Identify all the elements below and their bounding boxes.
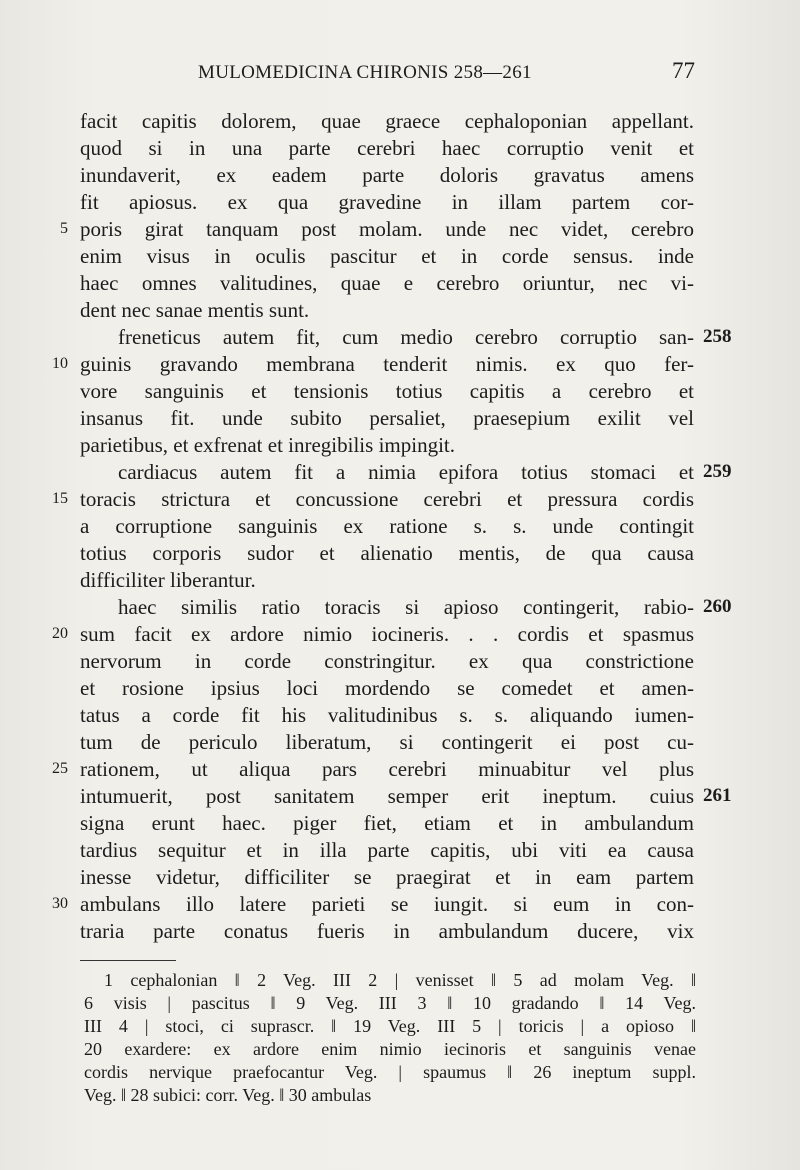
text-line: cardiacus autem fit a nimia epifora totius stomaci et bbox=[118, 460, 694, 484]
text-line: a corruptione sanguinis ex ratione s. s. unde contingit bbox=[80, 514, 694, 538]
text-line: freneticus autem fit, cum medio cerebro corruptio san- bbox=[118, 325, 694, 349]
footnote-divider bbox=[80, 960, 176, 961]
footnote-line: 20 exardere: ex ardore enim nimio iecinoris et sanguinis venae bbox=[84, 1039, 696, 1059]
text-line: insanus fit. unde subito persaliet, praesepium exilit vel bbox=[80, 406, 694, 430]
text-line: inundaverit, ex eadem parte doloris gravatus amens bbox=[80, 163, 694, 187]
text-line: quod si in una parte cerebri haec corruptio venit et bbox=[80, 136, 694, 160]
text-line: rationem, ut aliqua pars cerebri minuabitur vel plus bbox=[80, 757, 694, 781]
footnote-line: 6 visis | pascitus ‖ 9 Veg. III 3 ‖ 10 gradando ‖ 14 Veg. bbox=[84, 993, 696, 1013]
footnote-line: 1 cephalonian ‖ 2 Veg. III 2 | venisset ‖ 5 ad molam Veg. ‖ bbox=[104, 970, 696, 990]
text-line: haec omnes valitudines, quae e cerebro oriuntur, nec vi- bbox=[80, 271, 694, 295]
line-number: 25 bbox=[52, 760, 68, 777]
text-line: enim visus in oculis pascitur et in corde sensus. inde bbox=[80, 244, 694, 268]
text-line: totius corporis sudor et alienatio mentis, de qua causa bbox=[80, 541, 694, 565]
text-line: parietibus, et exfrenat et inregibilis impingit. bbox=[80, 433, 455, 457]
text-line: fit apiosus. ex qua gravedine in illam partem cor- bbox=[80, 190, 694, 214]
text-line: tum de periculo liberatum, si contingerit ei post cu- bbox=[80, 730, 694, 754]
section-number: 258 bbox=[703, 326, 732, 347]
footnote-line: III 4 | stoci, ci suprascr. ‖ 19 Veg. III 5 | toricis | a opioso ‖ bbox=[84, 1016, 696, 1036]
text-line: sum facit ex ardore nimio iocineris. . . cordis et spasmus bbox=[80, 622, 694, 646]
text-line: ambulans illo latere parieti se iungit. si eum in con- bbox=[80, 892, 694, 916]
section-number: 261 bbox=[703, 785, 732, 806]
line-number: 10 bbox=[52, 355, 68, 372]
text-line: facit capitis dolorem, quae graece cephaloponian appellant. bbox=[80, 109, 694, 133]
header-title: MULOMEDICINA CHIRONIS 258—261 bbox=[198, 62, 532, 83]
text-line: guinis gravando membrana tenderit nimis. ex quo fer- bbox=[80, 352, 694, 376]
text-line: signa erunt haec. piger fiet, etiam et in ambulandum bbox=[80, 811, 694, 835]
text-line: tardius sequitur et in illa parte capitis, ubi viti ea causa bbox=[80, 838, 694, 862]
line-number: 20 bbox=[52, 625, 68, 642]
text-line: et rosione ipsius loci mordendo se comedet et amen- bbox=[80, 676, 694, 700]
line-number: 15 bbox=[52, 490, 68, 507]
text-line: vore sanguinis et tensionis totius capitis a cerebro et bbox=[80, 379, 694, 403]
section-number: 259 bbox=[703, 461, 732, 482]
line-number: 30 bbox=[52, 895, 68, 912]
text-line: poris girat tanquam post molam. unde nec videt, cerebro bbox=[80, 217, 694, 241]
text-line: tatus a corde fit his valitudinibus s. s. aliquando iumen- bbox=[80, 703, 694, 727]
section-number: 260 bbox=[703, 596, 732, 617]
text-line: toracis strictura et concussione cerebri et pressura cordis bbox=[80, 487, 694, 511]
running-header bbox=[80, 58, 695, 90]
text-line: nervorum in corde constringitur. ex qua constrictione bbox=[80, 649, 694, 673]
text-line: dent nec sanae mentis sunt. bbox=[80, 298, 310, 322]
footnote-line: Veg. ‖ 28 subici: corr. Veg. ‖ 30 ambulas bbox=[84, 1085, 372, 1105]
text-line: intumuerit, post sanitatem semper erit ineptum. cuius bbox=[80, 784, 694, 808]
page-number: 77 bbox=[672, 58, 695, 83]
text-line: traria parte conatus fueris in ambulandum ducere, vix bbox=[80, 919, 694, 943]
footnote-line: cordis nervique praefocantur Veg. | spaumus ‖ 26 ineptum suppl. bbox=[84, 1062, 696, 1082]
line-number: 5 bbox=[60, 220, 68, 237]
text-line: inesse videtur, difficiliter se praegirat et in eam partem bbox=[80, 865, 694, 889]
text-line: haec similis ratio toracis si apioso contingerit, rabio- bbox=[118, 595, 694, 619]
text-line: difficiliter liberantur. bbox=[80, 568, 256, 592]
